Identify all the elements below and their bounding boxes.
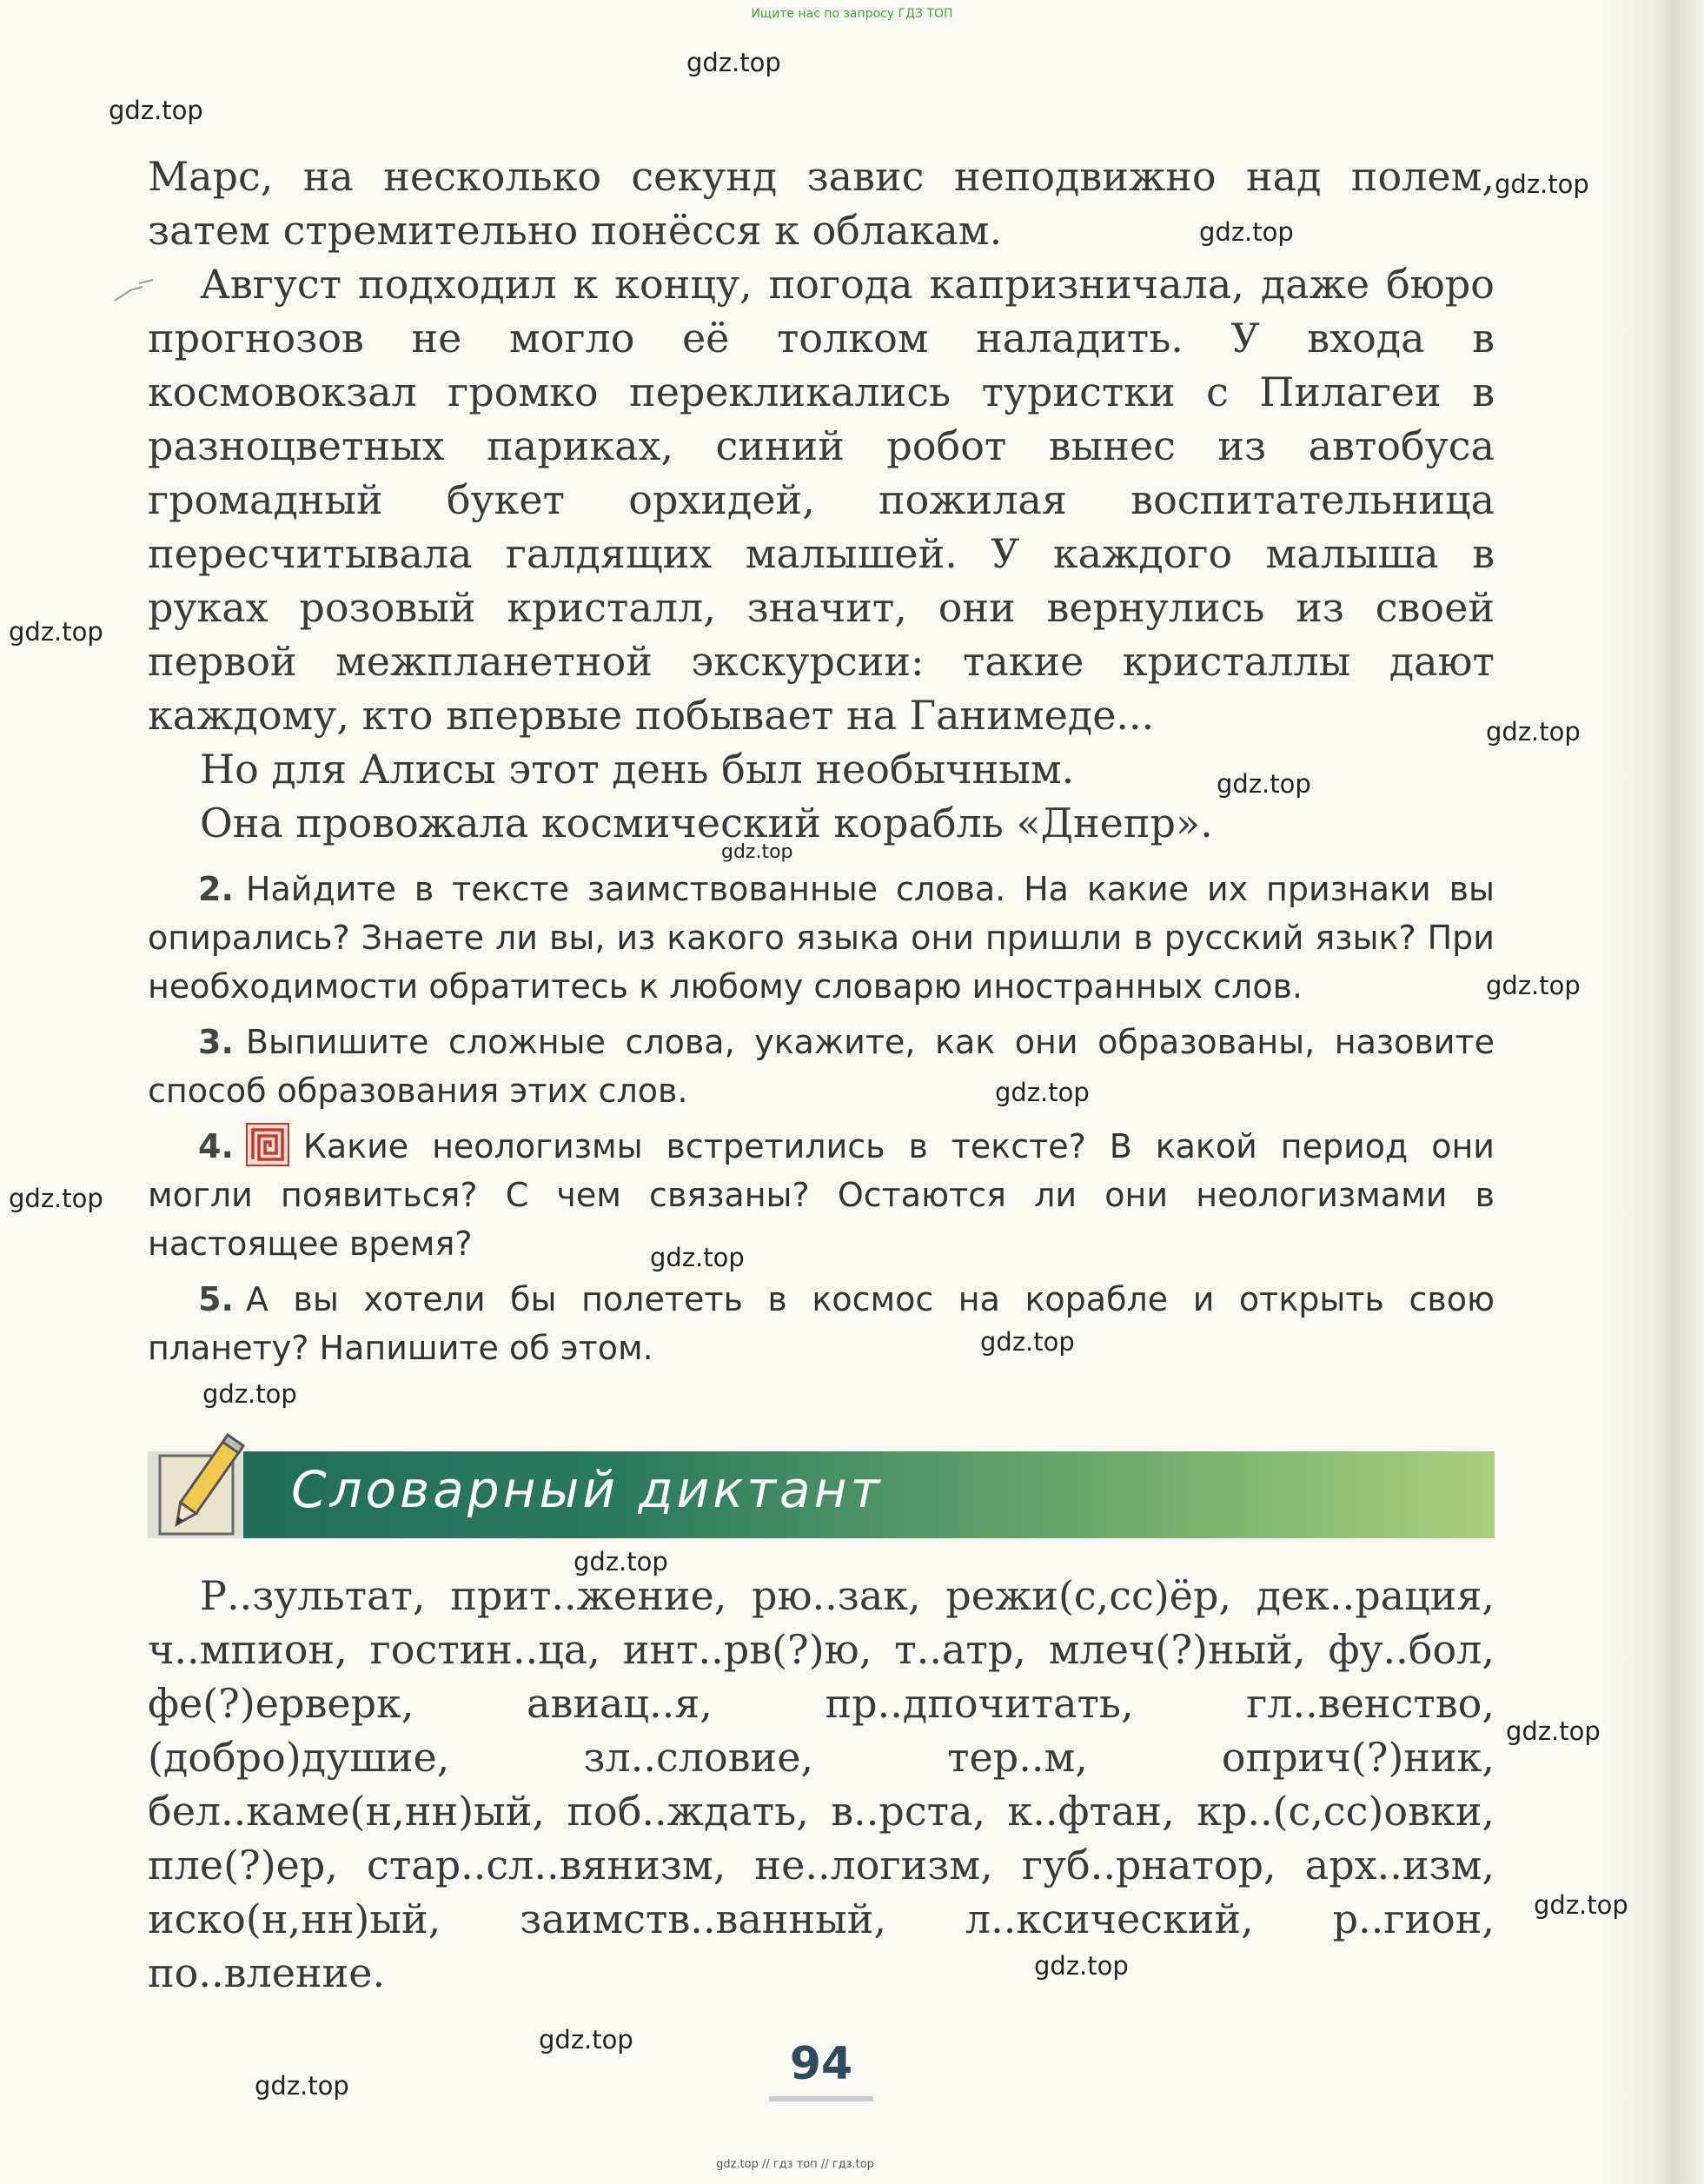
- task-list: [148, 865, 1495, 1379]
- section-banner: [148, 1451, 1495, 1538]
- watermark: gdz.top: [650, 1243, 745, 1272]
- watermark: gdz.top: [1486, 971, 1581, 1000]
- story-paragraph: Август подходил к концу, погода капризничала, даже бюро прогнозов не могло её толком наладить. У входа в космовокзал громко перекликались туристки с Пилагеи в разноцветных париках, синий робот вынес из автобуса громадный букет орхидей, пожилая воспитательница пересчитывала галдящих малышей. У каждого малыша в руках розовый кристалл, значит, они вернулись из своей первой межпланетной экскурсии: такие кристаллы дают каждому, кто впервые побывает на Ганимеде...: [148, 261, 1495, 739]
- watermark: gdz.top: [109, 96, 203, 125]
- task-number: 3.: [198, 1023, 234, 1061]
- watermark: gdz.top: [1034, 1951, 1129, 1981]
- task-text: Найдите в тексте заимствованные слова. На какие их признаки вы опирались? Знаете ли вы, из какого языка они пришли в русский язык? При необходимости обратитесь к любому словарю иностранных слов.: [148, 870, 1495, 1006]
- meander-icon: [246, 1123, 289, 1166]
- story-paragraph: Она провожала космический корабль «Днепр».: [200, 800, 1213, 846]
- watermark: gdz.top: [1534, 1890, 1628, 1920]
- section-title: Словарный диктант: [291, 1460, 884, 1519]
- watermark: gdz.top: [539, 2025, 633, 2055]
- watermark: gdz.top: [1495, 169, 1589, 199]
- story-text: [148, 149, 1495, 850]
- story-paragraph: Но для Алисы этот день был необычным.: [200, 746, 1075, 793]
- task-number: 4.: [198, 1127, 234, 1165]
- watermark: gdz.top: [574, 1547, 668, 1577]
- task-text: Выпишите сложные слова, укажите, как они образованы, назовите способ образования этих слов.: [148, 1023, 1495, 1110]
- story-paragraph: Марс, на несколько секунд завис неподвижно над полем, затем стремительно понёсся к облакам.: [148, 153, 1495, 254]
- dictation-text: Р..зультат, прит..жение, рю..зак, режи(с,сс)ёр, дек..рация, ч..мпион, гостин..ца, инт..рв(?)ю, т..атр, млеч(?)ный, фу..бол, фе(?)ерверк, авиац..я, пр..дпочитать, гл..венство, (добро)душие, зл..словие, тер..м, оприч(?)ник, бел..каме(н,нн)ый, поб..ждать, в..рста, к..фтан, кр..(с,сс)овки, пле(?)ер, стар..сл..вянизм, не..логизм, губ..рнатор, арх..изм, иско(н,нн)ый, заимств..ванный, л..ксический, р..гион, по..вление.: [148, 1572, 1495, 1996]
- header-note: Ищите нас по запросу ГДЗ ТОП: [751, 7, 953, 21]
- task-item: [148, 1122, 1495, 1268]
- page-edge-shadow: [1600, 0, 1704, 2184]
- watermark: gdz.top: [1217, 769, 1311, 799]
- watermark: gdz.top: [202, 1379, 297, 1409]
- watermark: gdz.top: [255, 2071, 349, 2101]
- watermark: gdz.top: [721, 841, 793, 863]
- footer-note: gdz.top // гдз топ // гдз.top: [716, 2158, 874, 2171]
- task-text: Какие неологизмы встретились в тексте? В какой период они могли появиться? С чем связаны? Остаются ли они неологизмами в настоящее время?: [148, 1127, 1495, 1263]
- watermark: gdz.top: [995, 1078, 1090, 1107]
- pencil-icon: [155, 1430, 250, 1543]
- watermark: gdz.top: [9, 1184, 103, 1213]
- task-number: 5.: [198, 1280, 234, 1318]
- task-text: А вы хотели бы полететь в космос на корабле и открыть свою планету? Напишите об этом.: [148, 1280, 1495, 1367]
- watermark: gdz.top: [980, 1327, 1075, 1357]
- watermark: gdz.top: [1199, 217, 1294, 247]
- task-item: [148, 1018, 1495, 1115]
- page-number: 94: [789, 2038, 853, 2090]
- watermark: gdz.top: [1506, 1716, 1601, 1746]
- page-number-underline: [769, 2096, 873, 2101]
- watermark: gdz.top: [9, 617, 103, 647]
- task-item: [148, 1275, 1495, 1372]
- watermark: gdz.top: [686, 48, 781, 77]
- task-number: 2.: [198, 870, 234, 908]
- watermark: gdz.top: [1486, 717, 1581, 747]
- task-item: [148, 865, 1495, 1011]
